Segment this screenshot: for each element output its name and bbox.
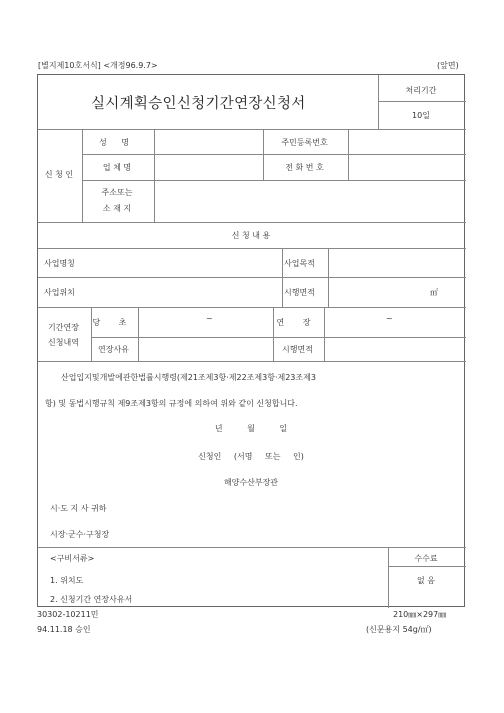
name-label: 성 명 (99, 138, 135, 147)
company-name-label: 업 체 명 (102, 163, 132, 172)
company-name-field[interactable] (154, 154, 262, 179)
statement-line2: 항) 및 동법시행규칙 제9조제3항의 규정에 의하여 위와 같이 신청합니다. (45, 399, 298, 408)
name-field[interactable] (154, 130, 262, 154)
original-period-label: 당 초 (92, 318, 135, 327)
phone-label: 전 화 번 호 (285, 163, 324, 172)
extended-period-field[interactable] (324, 307, 464, 336)
attachments-title: <구비서류> (50, 554, 95, 563)
extended-period-tilde: ~ (386, 314, 393, 323)
request-section-header: 신 청 내 용 (231, 231, 271, 240)
paper-spec: (신문용지 54g/㎡) (366, 625, 432, 634)
form-number: [별지제10호서식] <개정96.9.7> (38, 61, 158, 70)
approval-date: 94.11.18 승인 (37, 625, 91, 634)
business-location-label: 사업위치 (44, 288, 75, 297)
address-label-line2: 소 재 지 (102, 204, 132, 213)
business-area-label: 시행면적 (284, 288, 315, 297)
original-period-tilde: ~ (206, 314, 213, 323)
addressee-line2: 시장·군수·구청장 (50, 530, 110, 539)
applicant-group-label: 신 청 인 (44, 170, 74, 179)
resident-number-label: 주민등록번호 (281, 138, 328, 147)
extension-group-label-line2: 신청내역 (48, 338, 79, 347)
fee-value: 없 음 (417, 576, 435, 585)
business-location-field[interactable] (92, 277, 280, 306)
resident-number-field[interactable] (348, 130, 464, 154)
form-code: 30302-10211민 (37, 610, 99, 619)
processing-period-label: 처리기간 (405, 86, 437, 95)
attachment-item-2: 2. 신청기간 연장사유서 (50, 595, 133, 604)
extension-reason-field[interactable] (138, 337, 272, 360)
extension-area-field[interactable] (324, 337, 464, 360)
form-title: 실시계획승인신청기간연장신청서 (91, 96, 306, 112)
business-purpose-field[interactable] (328, 248, 464, 276)
front-side-label: (앞면) (437, 61, 459, 70)
applicant-signature-line: 신청인 (서명 또는 인) (198, 452, 304, 461)
addressee-line1: 시·도 지 사 귀하 (50, 504, 107, 513)
extension-reason-label: 연장사유 (98, 345, 129, 354)
address-field[interactable] (154, 180, 464, 221)
phone-field[interactable] (348, 154, 464, 179)
extended-period-label: 연 장 (276, 318, 319, 327)
extension-group-label-line1: 기간연장 (48, 323, 79, 332)
ministry-name: 해양수산부장관 (223, 478, 279, 487)
processing-period-value: 10일 (412, 111, 430, 120)
statement-line1: 산업입지및개발에관한법률시행령(제21조제3항·제22조제3항·제23조제3 (61, 373, 316, 382)
business-name-field[interactable] (92, 248, 280, 276)
fee-label: 수수료 (414, 554, 438, 563)
business-name-label: 사업명칭 (44, 259, 75, 268)
date-line: 년 월 일 (214, 424, 288, 433)
extension-area-label: 시행면적 (282, 345, 313, 354)
area-unit: ㎡ (430, 288, 438, 297)
paper-size: 210㎜×297㎜ (393, 610, 447, 619)
original-period-field[interactable] (138, 307, 272, 336)
attachment-item-1: 1. 위치도 (50, 576, 84, 585)
address-label-line1: 주소또는 (101, 188, 133, 197)
business-purpose-label: 사업목적 (284, 259, 315, 268)
